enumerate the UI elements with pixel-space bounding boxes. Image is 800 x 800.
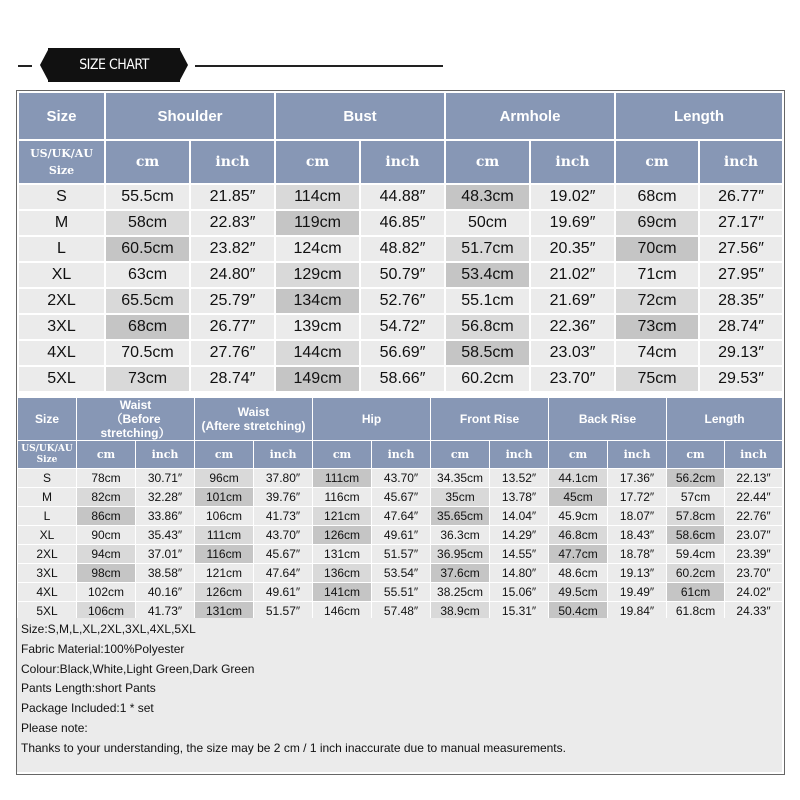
value-cell: 38.58″ xyxy=(136,564,195,583)
value-cell: 48.82″ xyxy=(360,236,445,262)
unit-header: cm xyxy=(275,140,360,184)
top-size-table xyxy=(17,91,784,393)
value-cell: 65.5cm xyxy=(105,288,190,314)
note-line: Fabric Material:100%Polyester xyxy=(21,641,185,656)
table-row xyxy=(18,262,783,288)
unit-header: cm xyxy=(615,140,699,184)
value-cell: 106cm xyxy=(195,507,254,526)
value-cell: 70.5cm xyxy=(105,340,190,366)
unit-header: inch xyxy=(254,441,313,469)
value-cell: 41.73″ xyxy=(136,602,195,621)
value-cell: 139cm xyxy=(275,314,360,340)
value-cell: 24.02″ xyxy=(725,583,783,602)
value-cell: 23.03″ xyxy=(530,340,615,366)
value-cell: 21.69″ xyxy=(530,288,615,314)
value-cell: 52.76″ xyxy=(360,288,445,314)
value-cell: 19.69″ xyxy=(530,210,615,236)
value-cell: 35.43″ xyxy=(136,526,195,545)
value-cell: 27.95″ xyxy=(699,262,783,288)
value-cell: 19.02″ xyxy=(530,184,615,210)
value-cell: 124cm xyxy=(275,236,360,262)
unit-header: inch xyxy=(490,441,549,469)
value-cell: 53.4cm xyxy=(445,262,530,288)
value-cell: 22.44″ xyxy=(725,488,783,507)
size-cell: L xyxy=(18,236,105,262)
value-cell: 19.84″ xyxy=(608,602,667,621)
size-region-header xyxy=(18,140,105,184)
value-cell: 55.5cm xyxy=(105,184,190,210)
value-cell: 60.2cm xyxy=(667,564,725,583)
value-cell: 32.28″ xyxy=(136,488,195,507)
value-cell: 27.17″ xyxy=(699,210,783,236)
size-cell: 2XL xyxy=(18,288,105,314)
size-cell: XL xyxy=(18,526,77,545)
value-cell: 35.65cm xyxy=(431,507,490,526)
value-cell: 30.71″ xyxy=(136,469,195,488)
table-row xyxy=(18,288,783,314)
value-cell: 57.8cm xyxy=(667,507,725,526)
value-cell: 22.83″ xyxy=(190,210,275,236)
size-column-header: Size xyxy=(18,92,105,140)
table-row xyxy=(18,488,783,507)
note-line: Size:S,M,L,XL,2XL,3XL,4XL,5XL xyxy=(21,622,196,636)
table-row xyxy=(18,184,783,210)
size-cell: 3XL xyxy=(18,564,77,583)
value-cell: 48.6cm xyxy=(549,564,608,583)
table-row xyxy=(18,236,783,262)
value-cell: 68cm xyxy=(615,184,699,210)
unit-header: inch xyxy=(725,441,783,469)
value-cell: 49.61″ xyxy=(372,526,431,545)
measure-group-header: Armhole xyxy=(445,92,615,140)
table-row xyxy=(18,526,783,545)
note-line: Please note: xyxy=(21,720,88,735)
measure-group-header: Waist （Before stretching） xyxy=(77,398,195,441)
value-cell: 15.31″ xyxy=(490,602,549,621)
value-cell: 61cm xyxy=(667,583,725,602)
value-cell: 116cm xyxy=(195,545,254,564)
table-row xyxy=(18,564,783,583)
size-region-label: US/UK/AU xyxy=(30,147,93,160)
unit-header: inch xyxy=(530,140,615,184)
value-cell: 94cm xyxy=(77,545,136,564)
banner-rule xyxy=(195,65,443,67)
note-line: Colour:Black,White,Light Green,Dark Green xyxy=(21,661,255,676)
value-cell: 29.53″ xyxy=(699,366,783,392)
value-cell: 44.88″ xyxy=(360,184,445,210)
value-cell: 20.35″ xyxy=(530,236,615,262)
value-cell: 23.82″ xyxy=(190,236,275,262)
unit-header: inch xyxy=(608,441,667,469)
size-cell: L xyxy=(18,507,77,526)
measure-group-header: Length xyxy=(615,92,783,140)
value-cell: 38.25cm xyxy=(431,583,490,602)
value-cell: 119cm xyxy=(275,210,360,236)
size-cell: 3XL xyxy=(18,314,105,340)
size-cell: 4XL xyxy=(18,583,77,602)
value-cell: 71cm xyxy=(615,262,699,288)
unit-row xyxy=(18,441,783,469)
value-cell: 57.48″ xyxy=(372,602,431,621)
value-cell: 69cm xyxy=(615,210,699,236)
value-cell: 56.2cm xyxy=(667,469,725,488)
value-cell: 26.77″ xyxy=(190,314,275,340)
size-cell: 5XL xyxy=(18,366,105,392)
value-cell: 58.66″ xyxy=(360,366,445,392)
note-line: Thanks to your understanding, the size may be 2 cm / 1 inch inaccurate due to manual measurements. xyxy=(21,740,566,755)
value-cell: 74cm xyxy=(615,340,699,366)
value-cell: 49.5cm xyxy=(549,583,608,602)
unit-header: inch xyxy=(360,140,445,184)
value-cell: 55.51″ xyxy=(372,583,431,602)
value-cell: 146cm xyxy=(313,602,372,621)
value-cell: 18.43″ xyxy=(608,526,667,545)
value-cell: 28.74″ xyxy=(699,314,783,340)
value-cell: 54.72″ xyxy=(360,314,445,340)
note-line: Package Included:1 * set xyxy=(21,701,154,716)
value-cell: 23.07″ xyxy=(725,526,783,545)
header-row xyxy=(18,398,783,441)
unit-header: cm xyxy=(431,441,490,469)
value-cell: 72cm xyxy=(615,288,699,314)
value-cell: 18.78″ xyxy=(608,545,667,564)
value-cell: 60.5cm xyxy=(105,236,190,262)
value-cell: 45cm xyxy=(549,488,608,507)
value-cell: 14.80″ xyxy=(490,564,549,583)
unit-row xyxy=(18,140,783,184)
value-cell: 46.8cm xyxy=(549,526,608,545)
unit-header: inch xyxy=(699,140,783,184)
size-column-header: Size xyxy=(18,398,77,441)
measure-group-header: Back Rise xyxy=(549,398,667,441)
value-cell: 49.61″ xyxy=(254,583,313,602)
value-cell: 36.3cm xyxy=(431,526,490,545)
value-cell: 45.67″ xyxy=(372,488,431,507)
value-cell: 14.29″ xyxy=(490,526,549,545)
size-region-label: Size xyxy=(48,164,75,177)
size-cell: S xyxy=(18,469,77,488)
table-row xyxy=(18,314,783,340)
value-cell: 19.13″ xyxy=(608,564,667,583)
value-cell: 14.55″ xyxy=(490,545,549,564)
value-cell: 56.8cm xyxy=(445,314,530,340)
size-cell: M xyxy=(18,210,105,236)
unit-header: inch xyxy=(136,441,195,469)
size-region-label: Size xyxy=(36,454,58,465)
value-cell: 50cm xyxy=(445,210,530,236)
value-cell: 41.73″ xyxy=(254,507,313,526)
value-cell: 70cm xyxy=(615,236,699,262)
table-row xyxy=(18,469,783,488)
value-cell: 28.35″ xyxy=(699,288,783,314)
value-cell: 46.85″ xyxy=(360,210,445,236)
value-cell: 144cm xyxy=(275,340,360,366)
value-cell: 51.57″ xyxy=(372,545,431,564)
size-cell: M xyxy=(18,488,77,507)
value-cell: 15.06″ xyxy=(490,583,549,602)
measure-group-header: Shoulder xyxy=(105,92,275,140)
banner-title: SIZE CHART xyxy=(48,48,180,82)
table-row xyxy=(18,210,783,236)
value-cell: 78cm xyxy=(77,469,136,488)
unit-header: cm xyxy=(313,441,372,469)
value-cell: 53.54″ xyxy=(372,564,431,583)
value-cell: 111cm xyxy=(195,526,254,545)
measure-group-header: Waist (Aftere stretching) xyxy=(195,398,313,441)
value-cell: 18.07″ xyxy=(608,507,667,526)
value-cell: 121cm xyxy=(195,564,254,583)
value-cell: 60.2cm xyxy=(445,366,530,392)
unit-header: cm xyxy=(77,441,136,469)
value-cell: 55.1cm xyxy=(445,288,530,314)
value-cell: 50.79″ xyxy=(360,262,445,288)
measure-group-header: Length xyxy=(667,398,783,441)
value-cell: 59.4cm xyxy=(667,545,725,564)
value-cell: 101cm xyxy=(195,488,254,507)
value-cell: 61.8cm xyxy=(667,602,725,621)
value-cell: 82cm xyxy=(77,488,136,507)
size-chart-banner xyxy=(0,44,800,84)
value-cell: 23.39″ xyxy=(725,545,783,564)
value-cell: 22.36″ xyxy=(530,314,615,340)
value-cell: 126cm xyxy=(313,526,372,545)
value-cell: 22.76″ xyxy=(725,507,783,526)
value-cell: 68cm xyxy=(105,314,190,340)
product-notes xyxy=(17,618,782,772)
value-cell: 129cm xyxy=(275,262,360,288)
value-cell: 121cm xyxy=(313,507,372,526)
value-cell: 58cm xyxy=(105,210,190,236)
value-cell: 25.79″ xyxy=(190,288,275,314)
value-cell: 38.9cm xyxy=(431,602,490,621)
note-line: Pants Length:short Pants xyxy=(21,681,156,696)
value-cell: 114cm xyxy=(275,184,360,210)
value-cell: 26.77″ xyxy=(699,184,783,210)
table-row xyxy=(18,366,783,392)
unit-header: cm xyxy=(195,441,254,469)
unit-header: cm xyxy=(667,441,725,469)
value-cell: 14.04″ xyxy=(490,507,549,526)
size-region-header xyxy=(18,441,77,469)
value-cell: 45.9cm xyxy=(549,507,608,526)
table-row xyxy=(18,583,783,602)
value-cell: 44.1cm xyxy=(549,469,608,488)
value-cell: 96cm xyxy=(195,469,254,488)
value-cell: 29.13″ xyxy=(699,340,783,366)
table-row xyxy=(18,545,783,564)
unit-header: inch xyxy=(190,140,275,184)
banner-right-tip xyxy=(179,48,188,82)
value-cell: 56.69″ xyxy=(360,340,445,366)
value-cell: 131cm xyxy=(195,602,254,621)
value-cell: 48.3cm xyxy=(445,184,530,210)
value-cell: 73cm xyxy=(105,366,190,392)
banner-dash xyxy=(18,65,32,67)
value-cell: 17.72″ xyxy=(608,488,667,507)
value-cell: 21.02″ xyxy=(530,262,615,288)
value-cell: 90cm xyxy=(77,526,136,545)
value-cell: 111cm xyxy=(313,469,372,488)
value-cell: 73cm xyxy=(615,314,699,340)
value-cell: 27.76″ xyxy=(190,340,275,366)
value-cell: 102cm xyxy=(77,583,136,602)
value-cell: 43.70″ xyxy=(372,469,431,488)
unit-header: cm xyxy=(445,140,530,184)
value-cell: 58.6cm xyxy=(667,526,725,545)
value-cell: 116cm xyxy=(313,488,372,507)
value-cell: 13.52″ xyxy=(490,469,549,488)
value-cell: 98cm xyxy=(77,564,136,583)
value-cell: 33.86″ xyxy=(136,507,195,526)
value-cell: 131cm xyxy=(313,545,372,564)
value-cell: 136cm xyxy=(313,564,372,583)
value-cell: 47.7cm xyxy=(549,545,608,564)
value-cell: 63cm xyxy=(105,262,190,288)
value-cell: 35cm xyxy=(431,488,490,507)
size-cell: 5XL xyxy=(18,602,77,621)
measure-group-header: Bust xyxy=(275,92,445,140)
value-cell: 57cm xyxy=(667,488,725,507)
value-cell: 13.78″ xyxy=(490,488,549,507)
table-row xyxy=(18,340,783,366)
value-cell: 43.70″ xyxy=(254,526,313,545)
value-cell: 47.64″ xyxy=(254,564,313,583)
size-cell: 4XL xyxy=(18,340,105,366)
value-cell: 24.33″ xyxy=(725,602,783,621)
value-cell: 23.70″ xyxy=(725,564,783,583)
value-cell: 22.13″ xyxy=(725,469,783,488)
size-cell: XL xyxy=(18,262,105,288)
value-cell: 50.4cm xyxy=(549,602,608,621)
value-cell: 126cm xyxy=(195,583,254,602)
unit-header: inch xyxy=(372,441,431,469)
value-cell: 47.64″ xyxy=(372,507,431,526)
value-cell: 37.80″ xyxy=(254,469,313,488)
value-cell: 37.6cm xyxy=(431,564,490,583)
value-cell: 40.16″ xyxy=(136,583,195,602)
value-cell: 27.56″ xyxy=(699,236,783,262)
value-cell: 45.67″ xyxy=(254,545,313,564)
value-cell: 37.01″ xyxy=(136,545,195,564)
value-cell: 141cm xyxy=(313,583,372,602)
table-row xyxy=(18,507,783,526)
value-cell: 86cm xyxy=(77,507,136,526)
value-cell: 24.80″ xyxy=(190,262,275,288)
value-cell: 19.49″ xyxy=(608,583,667,602)
value-cell: 17.36″ xyxy=(608,469,667,488)
measure-group-header: Hip xyxy=(313,398,431,441)
size-region-label: US/UK/AU xyxy=(21,443,73,454)
value-cell: 23.70″ xyxy=(530,366,615,392)
unit-header: cm xyxy=(549,441,608,469)
size-cell: S xyxy=(18,184,105,210)
value-cell: 58.5cm xyxy=(445,340,530,366)
value-cell: 28.74″ xyxy=(190,366,275,392)
value-cell: 134cm xyxy=(275,288,360,314)
measure-group-header: Front Rise xyxy=(431,398,549,441)
header-row xyxy=(18,92,783,140)
value-cell: 51.57″ xyxy=(254,602,313,621)
value-cell: 106cm xyxy=(77,602,136,621)
unit-header: cm xyxy=(105,140,190,184)
value-cell: 51.7cm xyxy=(445,236,530,262)
value-cell: 149cm xyxy=(275,366,360,392)
value-cell: 34.35cm xyxy=(431,469,490,488)
value-cell: 39.76″ xyxy=(254,488,313,507)
bottom-size-table xyxy=(17,397,783,621)
value-cell: 75cm xyxy=(615,366,699,392)
size-cell: 2XL xyxy=(18,545,77,564)
value-cell: 36.95cm xyxy=(431,545,490,564)
value-cell: 21.85″ xyxy=(190,184,275,210)
